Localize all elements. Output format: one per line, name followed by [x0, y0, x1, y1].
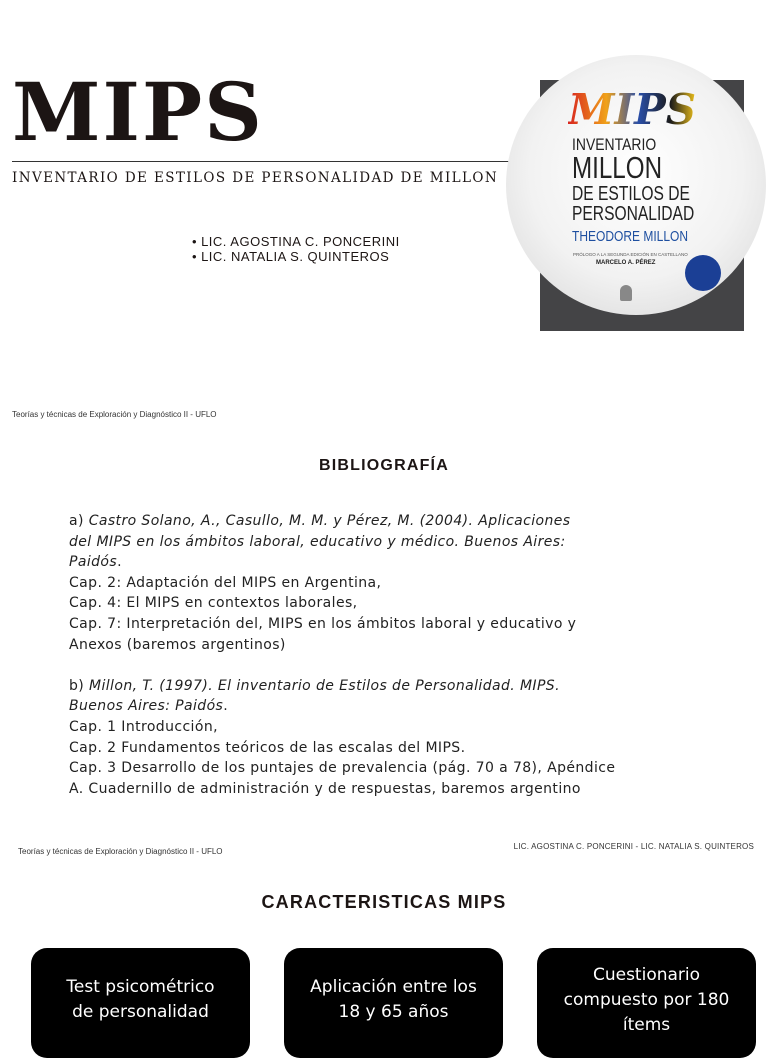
bibliography-text: .	[117, 554, 122, 571]
bibliography-reference: del MIPS en los ámbitos laboral, educativo y médico. Buenos Aires:	[69, 533, 566, 550]
bibliography-line	[69, 696, 709, 717]
feature-card-text: Aplicación entre los	[310, 977, 477, 997]
slide-footer: Teorías y técnicas de Exploración y Diagnóstico II - UFLO	[12, 410, 217, 419]
bibliography-text: Cap. 2 Fundamentos teóricos de las escalas del MIPS.	[69, 739, 466, 756]
author-item: • LIC. NATALIA S. QUINTEROS	[192, 249, 400, 264]
feature-card-text: Cuestionario	[592, 965, 701, 985]
book-cover-image	[540, 80, 744, 331]
bibliography-line	[69, 717, 709, 738]
author-item: • LIC. AGOSTINA C. PONCERINI	[192, 234, 400, 249]
bibliography-reference: Millon, T. (1997). El inventario de Estilos de Personalidad. MIPS.	[89, 677, 560, 694]
publisher-logo-icon	[620, 285, 632, 301]
bibliography-text: .	[223, 698, 229, 715]
bibliography-reference: Castro Solano, A., Casullo, M. M. y Pérez, M. (2004). Aplicaciones	[88, 513, 571, 529]
bibliography-line	[69, 635, 709, 656]
bibliography-line	[69, 593, 709, 614]
bibliography-line	[69, 614, 709, 635]
bibliography-text: b)	[69, 677, 89, 694]
bibliography-reference: Buenos Aires: Paidós	[69, 698, 224, 715]
book-cover-line: MILLON	[572, 150, 663, 185]
bibliography-entry	[69, 676, 709, 800]
bibliography-text: Cap. 7: Interpretación del, MIPS en los ámbitos laboral y educativo y	[69, 615, 577, 632]
bibliography-text: Cap. 4: El MIPS en contextos laborales,	[69, 595, 358, 612]
bibliography-text: a)	[69, 513, 89, 529]
bibliography-line	[69, 676, 709, 697]
bibliography-text: A. Cuadernillo de administración y de respuestas, baremos argentino	[69, 780, 581, 797]
slide-footer-authors: LIC. AGOSTINA C. PONCERINI - LIC. NATALIA S. QUINTEROS	[513, 842, 754, 851]
bibliography-line	[69, 511, 709, 532]
feature-card	[284, 948, 503, 1058]
book-cover-line: INVENTARIO	[572, 135, 657, 154]
bibliography-line	[69, 738, 709, 759]
feature-card-text: de personalidad	[72, 1002, 209, 1022]
bibliography-heading: BIBLIOGRAFÍA	[319, 457, 449, 474]
bibliography-text: Anexos (baremos argentinos)	[69, 636, 286, 653]
feature-card-text: ítems	[622, 1015, 671, 1035]
book-cover-line: PERSONALIDAD	[572, 203, 695, 225]
feature-card	[31, 948, 250, 1058]
book-cover-prologue: PRÓLOGO A LA SEGUNDA EDICIÓN EN CASTELLANO	[573, 252, 688, 257]
bibliography-text: Cap. 1 Introducción,	[69, 718, 218, 735]
book-cover-prologue-author: MARCELO A. PÉREZ	[596, 260, 656, 266]
bibliography-list	[69, 511, 709, 820]
characteristics-heading: CARACTERISTICAS MIPS	[261, 892, 507, 912]
bibliography-text: Cap. 2: Adaptación del MIPS en Argentina,	[69, 574, 382, 591]
book-cover-line: DE ESTILOS DE	[572, 183, 690, 205]
bibliography-text: Cap. 3 Desarrollo de los puntajes de prevalencia (pág. 70 a 78), Apéndice	[69, 760, 616, 777]
bibliography-line	[69, 552, 709, 573]
bibliography-line	[69, 573, 709, 594]
book-cover-badge-icon	[685, 255, 721, 291]
main-title: MIPS	[12, 65, 264, 159]
author-list	[192, 234, 400, 264]
subtitle: INVENTARIO DE ESTILOS DE PERSONALIDAD DE MILLON	[12, 170, 499, 186]
bibliography-line	[69, 532, 709, 553]
bibliography-line	[69, 779, 709, 800]
book-cover-author: THEODORE MILLON	[572, 228, 689, 245]
feature-card-text: 18 y 65 años	[338, 1002, 449, 1022]
feature-card-text: compuesto por 180	[563, 990, 730, 1010]
slide-footer: Teorías y técnicas de Exploración y Diagnóstico II - UFLO	[18, 847, 223, 856]
bibliography-entry	[69, 511, 709, 655]
bibliography-reference: Paidós	[69, 554, 118, 571]
bibliography-line	[69, 758, 709, 779]
title-divider	[12, 161, 534, 162]
feature-card-text: Test psicométrico	[66, 977, 215, 997]
feature-card	[537, 948, 756, 1058]
book-cover-logo: MIPS	[568, 85, 697, 134]
